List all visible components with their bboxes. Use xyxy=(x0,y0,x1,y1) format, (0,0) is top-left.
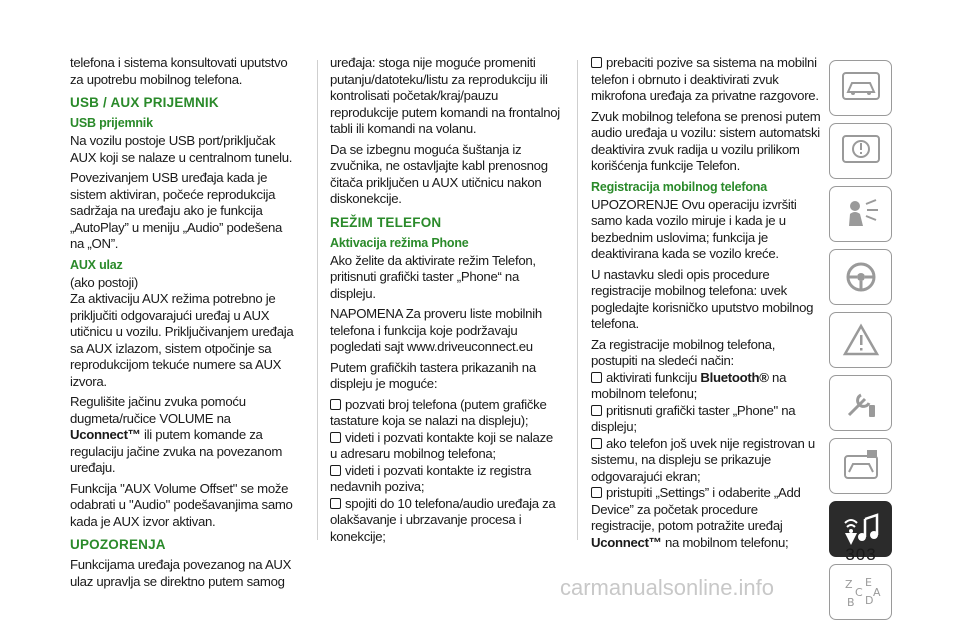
bullet-text: videti i pozvati kontakte iz registra nedavnih poziva; xyxy=(330,462,532,494)
emergency-icon xyxy=(839,320,883,360)
svg-text:A: A xyxy=(872,586,881,599)
warning-light-icon xyxy=(839,131,883,171)
paragraph-usb-1: Na vozilu postoje USB port/priključak AUX koji se nalaze u centralnom tunelu. xyxy=(70,133,293,165)
page-number: 303 xyxy=(845,545,877,564)
paragraph-4: NAPOMENA Za proveru liste mobilnih telefona i funkcija koje podržavaju pogledati sajt www.driveuconnect.eu xyxy=(330,306,542,354)
paragraph-3: Ako želite da aktivirate režim Telefon, pritisnuti grafički taster „Phone“ na displeju. xyxy=(330,252,536,301)
bullet-icon xyxy=(591,487,602,498)
chapter-sidebar xyxy=(829,60,892,627)
bullet-icon xyxy=(591,57,602,68)
bullet-icon xyxy=(330,432,341,443)
tab-warning-lights[interactable] xyxy=(829,123,892,179)
bullet-item xyxy=(591,55,823,105)
paragraph-5: Putem grafičkih tastera prikazanih na displeju je moguće: xyxy=(330,359,536,391)
section-heading-phone: REŽIM TELEFON xyxy=(330,214,442,230)
bullet-text: pristupiti „Settings” i odaberite „Add Device” za početak procedure registracije, potom potražite uređaj xyxy=(591,485,801,533)
service-icon xyxy=(839,383,883,423)
specifications-icon xyxy=(839,446,883,486)
paragraph-1: Zvuk mobilnog telefona se prenosi putem audio uređaja u vozilu: sistem automatski deaktivira zvuk radija u vozilu prilikom korišćenja funkcije Telefon. xyxy=(591,108,821,173)
bullet-icon xyxy=(591,372,602,383)
tab-car-overview[interactable] xyxy=(829,60,892,116)
svg-text:D: D xyxy=(864,594,873,607)
tab-specifications[interactable] xyxy=(829,438,892,494)
paragraph-1: uređaja: stoga nije moguće promeniti putanju/datoteku/listu za reprodukciju ili kontrolisati početak/kraj/pauzu reprodukcije putem komandi na frontalnoj tabli ili komandi na volanu. xyxy=(330,55,560,136)
bullet-icon xyxy=(330,498,341,509)
bullet-icon xyxy=(330,465,341,476)
tab-service[interactable] xyxy=(829,375,892,431)
paragraph-aux-4: Funkcija "AUX Volume Offset" se može odabrati u "Audio" podešavanjima samo kada je AUX izvor aktivan. xyxy=(70,480,293,529)
tab-index[interactable] xyxy=(829,564,892,620)
subheading-usb: USB prijemnik xyxy=(70,116,153,130)
paragraph-aux-3 xyxy=(70,394,298,477)
bullet-icon xyxy=(591,438,602,449)
bullet-item xyxy=(591,436,823,486)
bullet-item xyxy=(591,485,823,551)
watermark: carmanualsonline.info xyxy=(560,575,775,600)
svg-text:C: C xyxy=(854,586,863,599)
svg-text:B: B xyxy=(846,596,855,609)
bullet-text: na mobilnom telefonu; xyxy=(591,369,787,401)
svg-text:Z: Z xyxy=(844,578,853,591)
column-3 xyxy=(591,55,823,551)
paragraph-4: Za registracije mobilnog telefona, postupiti na sledeći način: xyxy=(591,336,776,368)
text: Regulišite jačinu zvuka pomoću dugmeta/ručice VOLUME na xyxy=(70,394,246,426)
bullet-text: spojiti do 10 telefona/audio uređaja za olakšavanje i ubrzavanje procesa i konekcije; xyxy=(330,495,556,544)
column-divider xyxy=(577,60,578,540)
bullet-text: na mobilnom telefonu; xyxy=(661,534,789,550)
bullet-text: pritisnuti grafički taster „Phone" na displeju; xyxy=(591,402,796,434)
bullet-item xyxy=(330,397,562,430)
paragraph-usb-2: Povezivanjem USB uređaja kada je sistem aktiviran, počeće reprodukcija sadržaja na uređaju ako je funkcija „AutoPlay” u meniju „Audio” podešena na „ON”. xyxy=(70,170,283,251)
bluetooth-brand: Bluetooth® xyxy=(700,369,769,385)
tab-safety[interactable] xyxy=(829,186,892,242)
tab-emergency[interactable] xyxy=(829,312,892,368)
seat-safety-icon xyxy=(839,194,883,234)
index-icon xyxy=(839,572,883,612)
subheading-registration: Registracija mobilnog telefona xyxy=(591,179,767,194)
start-driving-icon xyxy=(839,257,883,297)
bullet-icon xyxy=(591,405,602,416)
paragraph-aux-1: (ako postoji) xyxy=(70,274,138,290)
bullet-item xyxy=(330,496,562,546)
bullet-text: ako telefon još uvek nije registrovan u sistemu, na displeju se prikazuje odgovarajući ekran; xyxy=(591,435,815,484)
bullet-text: videti i pozvati kontakte koji se nalaze u adresaru mobilnog telefona; xyxy=(330,429,553,461)
subheading-phone-activation: Aktivacija režima Phone xyxy=(330,235,469,250)
tab-starting-driving[interactable] xyxy=(829,249,892,305)
subheading-aux: AUX ulaz xyxy=(70,257,123,272)
bullet-text: aktivirati funkciju xyxy=(606,369,701,385)
paragraph-2: Da se izbegnu moguća šuštanja iz zvučnika, ne ostavljajte kabl prenosnog čitača priključen u AUX utičnicu nakon diskonekcije. xyxy=(330,141,548,206)
bullet-item xyxy=(591,370,823,403)
section-heading-usb-aux: USB / AUX PRIJEMNIK xyxy=(70,95,219,110)
bullet-icon xyxy=(330,399,341,410)
uconnect-brand: Uconnect™ xyxy=(70,427,141,442)
section-heading-warning: UPOZORENJA xyxy=(70,537,166,552)
bullet-text: pozvati broj telefona (putem grafičke tastature koja se nalazi na displeju); xyxy=(330,396,547,428)
text: ili putem komande za regulaciju jačine zvuka na povezanom uređaju. xyxy=(70,427,283,475)
bullet-item xyxy=(330,430,562,463)
bullet-text: prebaciti pozive sa sistema na mobilni telefon i obrnuto i deaktivirati zvuk mikrofona uređaja za privatne razgovore. xyxy=(591,55,819,103)
paragraph-warning: Funkcijama uređaja povezanog na AUX ulaz upravlja se direktno putem samog xyxy=(70,557,292,589)
bullet-item xyxy=(591,403,823,436)
paragraph-3: U nastavku sledi opis procedure registracije mobilnog telefona: uvek pogledajte korisničko uputstvo mobilnog telefona. xyxy=(591,266,814,331)
svg-text:E: E xyxy=(864,576,872,589)
bullet-item xyxy=(330,463,562,496)
paragraph-aux-2: Za aktivaciju AUX režima potrebno je priključiti odgovarajući uređaj u AUX utičnicu u vozilu. Priključivanjem uređaja sa AUX izlazom, sistem otpočinje sa reprodukcijom tekuće numere sa AUX izvora. xyxy=(70,291,294,389)
column-divider xyxy=(317,60,318,540)
multimedia-icon xyxy=(839,509,883,549)
intro-text: telefona i sistema konsultovati uputstvo za upotrebu mobilnog telefona. xyxy=(70,55,288,87)
paragraph-2: UPOZORENJE Ovu operaciju izvršiti samo kada vozilo miruje i kada je u bezbednim uslovima; funkcija je deaktivirana kada se vozilo kreće. xyxy=(591,196,797,261)
column-1 xyxy=(70,55,298,594)
uconnect-brand: Uconnect™ xyxy=(591,534,662,550)
car-overview-icon xyxy=(839,68,883,108)
column-2 xyxy=(330,55,562,545)
